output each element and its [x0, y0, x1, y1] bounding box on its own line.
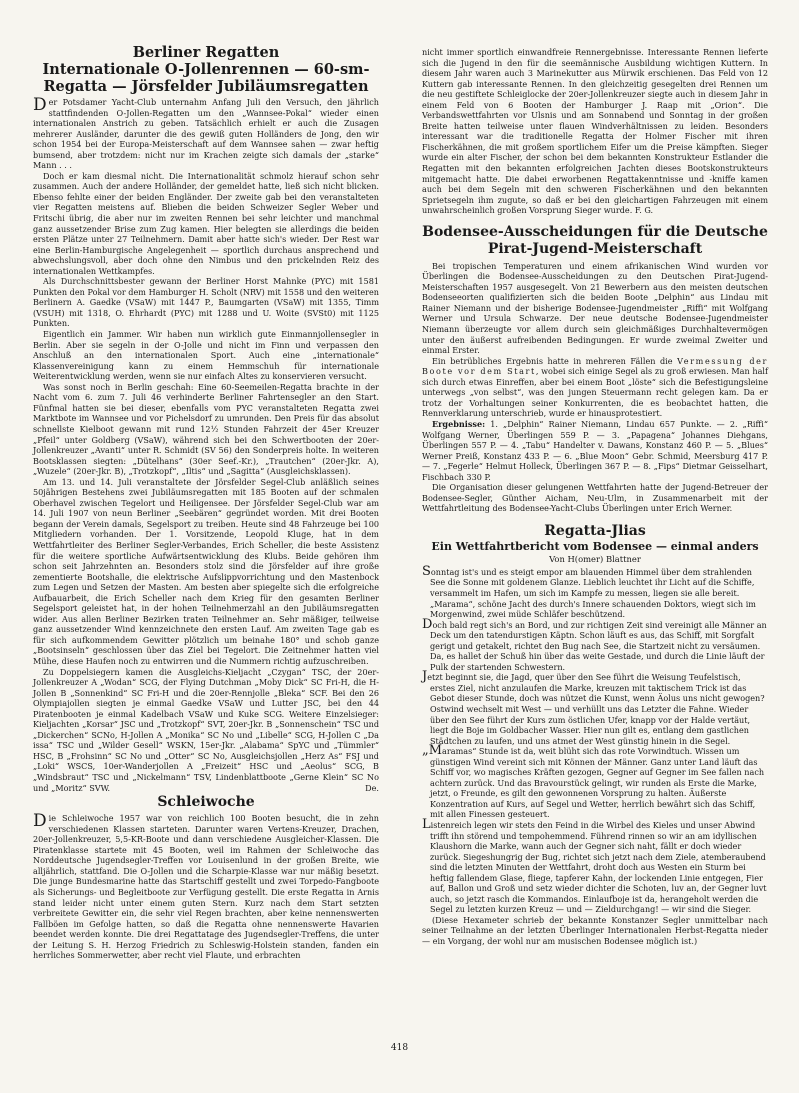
page-number: 418	[390, 1043, 409, 1053]
berlin-paragraph: Eigentlich ein Jammer. Wir haben nun wirklich gute Einmannjollensegler in Berlin. Aber sie segeln in der O-Jolle und nicht im Finn und verpassen den Anschluß an den internationalen Sport. Auch eine „internationale“ Klassenvereinigung kann zu einem Hemmschuh für internationale Weiterentwicklung werden, wenn sie nur einfach Altes zu konservieren versucht.	[33, 329, 379, 382]
stanza-initial: „M	[422, 743, 443, 759]
bodensee-paragraph: Ein betrübliches Ergebnis hatte in mehreren Fällen die Vermessung der Boote vor dem Start, wobei sich einige Segel als zu groß erwiesen. Man half sich durch etwas Einreffen, aber bei einem Boot „löste“ sich die Befestigungsleine unterwegs „von selbst“, was den jungen Steuermann recht gelegen kam. Da er trotz der Vorhaltungen seiner Konkurrenten, die es beobachtet hatten, die Rennverklarung unterschrieb, wurde er hinausprotestiert.	[422, 355, 769, 419]
schleiwoche-continued-paragraph: nicht immer sportlich einwandfreie Rennergebnisse. Interessante Rennen lieferte sich die Jugend in den für die seemännische Ausbildung wichtigen Kuttern. In diesem Jahr waren auch 3 Marinekutter aus Mürwik erschienen. Das Feld von 12 Kuttern gab interessante Rennen. In den gleichzeitig gesegelten drei Rennen um die neu gestiftete Schleiglocke der 20er-Jollenkreuzer siegte auch in diesem Jahr in einem Feld von 6 Booten der Hamburger J. Raap mit „Orion“. Die Verbandswettfahrten vor Ulsnis und am Sonnabend und Sonntag in der großen Breite hatten teilweise unter flauen Windverhältnissen zu leiden. Besonders interessant war die traditionelle Regatta der Holmer Fischer mit ihren Fischerkähnen, die mit großem sportlichem Eifer um die Preise kämpften. Sieger wurde ein alter Fischer, der schon bei dem bekannten Konstrukteur Estlander die Regatten mit den bekannten erfolgreichen Jachten dieses Bootskonstrukteurs mitgemacht hatte. Die dabei erworbenen Regattakenntnisse und -kniffe kamen auch bei dem Segeln mit den schweren Fischerkähnen und den bekannten Sprietsegeln ihm zugute, so daß er bei den gleichartigen Fahrzeugen mit einem unwahrscheinlich großen Vorsprung Sieger wurde. F. G.	[422, 47, 768, 216]
bodensee-paragraph: Bei tropischen Temperaturen und einem afrikanischen Wind wurden vor Überlingen die Bodensee-Ausscheidungen zu den Deutschen Pirat-Jugend-Meisterschaften 1957 ausgesegelt. Von 21 Bewerbern aus den meisten deutschen Bodenseeorten qualifizierten sich die beiden Boote „Delphin“ aus Lindau mit Rainer Niemann und der bisherige Bodensee-Jugendmeister „Riffi“ mit Wolfgang Werner und Ursula Schwarze. Der neue deutsche Bodensee-Jugendmeister Niemann überzeugte vor allem durch sein gleichmäßiges Durchhaltevermögen unter den äußerst aufreibenden Bedingungen. Er wurde zweimal Zweiter und einmal Erster.	[422, 260, 768, 356]
poem-stanza: Sonntag ist's und es steigt empor am blauenden Himmel über dem strahlenden See die Sonne mit goldenem Glanze. Lieblich leuchtet ihr Licht auf die Schiffe, versammelt im Hafen, um sich im Kampfe zu messen, liegen sie alle bereit. „Marama“, schöne Jacht des durch's Innere schauenden Doktors, wiegt sich im Morgenwind, zwei müde Schläfer beschützend.	[422, 563, 756, 620]
bodensee-title-line-1: Bodensee-Ausscheidungen für die Deutsche	[422, 223, 768, 240]
berlin-title-line-3: Regatta — Jörsfelder Jubiläumsregatten	[43, 78, 369, 95]
berlin-dropcap: D	[33, 95, 47, 115]
poem-stanza: Listenreich legen wir stets den Feind in die Wirbel des Kieles und unser Abwind trifft ihn störend und tempohemmend. Führend rinnen so wir an am idyllischen Klaushorn die Marke, wann auch der Gegner sich naht, fällt er doch wieder zurück. Siegeshungrig der Bug, richtet sich jetzt nach dem Ziele, atemberaubend sind die letzten Minuten der Wettfahrt, droht doch aus Westen ein Sturm bei heftig fallendem Glase, fliege, tapferer Kahn, der lockenden Linie entgegen, Fier auf, Ballon und Groß und setz wieder dichter die Schoten, luv an, der Gegner luvt auch, so jetzt rasch die Kommandos. Einlaufboje ist da, herangeholt werden die Segel zu letzten kurzen Kreuz — und — Zieldurchgang! — wir sind die Sieger.	[422, 817, 767, 915]
bodensee-paragraph: Die Organisation dieser gelungenen Wettfahrten hatte der Jugend-Betreuer der Bodensee-Segler, Günther Aicham, Neu-Ulm, in Zusammenarbeit mit der Wettfahrtleitung des Bodensee-Yacht-Clubs Überlingen unter Erich Werner.	[422, 482, 768, 514]
poem-stanza: Jetzt beginnt sie, die Jagd, quer über den See führt die Weisung Teufelstisch, erstes Ziel, nicht anzulaufen die Marke, kreuzen mit taktischem Trick ist das Gebot dieser Stunde, doch was nützet die Kunst, wenn Äolus uns nicht gewogen? Ostwind wechselt mit West — und verhüllt uns das Letzter die Fahne. Wieder über den See führt der Kurs zum östlichen Ufer, knapp vor der Halde vertäut, liegt die Boje im Goldbacher Wasser. Hier nun gilt es, entlang dem gastlichen Städtchen zu laufen, und uns atmet der West günstig hinein in die Segel.	[422, 669, 765, 746]
stanza-initial: L	[422, 817, 431, 832]
poem-stanza: Doch bald regt sich's an Bord, und zur richtigen Zeit sind vereinigt alle Männer an Deck um den tatendurstigen Käptn. Schon läuft es aus, das Schiff, mit Sorgfalt gerigt und getakelt, richtet den Bug nach See, die Startzeit nicht zu versäumen. Da, es hallet der Schuß hin über das weite Gestade, und durch die Linie läuft der Pulk der startenden Schwestern.	[422, 616, 767, 672]
bodensee-title-line-2: Pirat-Jugend-Meisterschaft	[487, 240, 703, 257]
berlin-paragraph: Am 13. und 14. Juli veranstaltete der Jörsfelder Segel-Club anläßlich seines 50jährigen Bestehens zwei Jubiläumsregatten mit 185 Booten auf der schmalen Oberhavel zwischen Tegelort und Heiligensee. Der Jörsfelder Segel-Club war am 14. Juli 1907 von neun Berliner „Seebären“ gegründet worden. Mit drei Booten begann der Verein damals, Segelsport zu treiben. Heute sind 48 Fahrzeuge bei 100 Mitgliedern vorhanden. Der 1. Vorsitzende, Leopold Kluge, hat in dem Wettfahrtleiter des Berliner Segler-Verbandes, Erich Scheller, die beste Assistenz für die weitere sportliche Aufwärtsentwicklung des Klubs. Beide gehören ihm schon seit Jahrzehnten an. Besonders stolz sind die Jörsfelder auf ihre große zementierte Bootshalle, die elektrische Aufslippvorrichtung und den Mastenbock zum Legen und Setzen der Masten. Am besten aber spiegelte sich die erfolgreiche Aufbauarbeit, die Erich Scheller nach dem Krieg für den gesamten Berliner Segelsport geleistet hat, in der hohen Teilnehmerzahl an den Jubiläumsregatten wider. Aus allen Berliner Bezirken traten Teilnehmer an. Sehr mäßiger, teilweise ganz aussetzender Wind kennzeichnete den ersten Lauf. Am zweiten Tage gab es für sich aufkommendem Gewitter plötzlich um beinahe 180° und schob ganze „Bootsinseln“ geschlossen über das Ziel bei Tegelort. Die Zeitnehmer hatten viel Mühe, diese Haufen noch zu entwirren und die Nummern richtig aufzuschreiben.	[33, 476, 379, 666]
bodensee-results: Ergebnisse: 1. „Delphin“ Rainer Niemann, Lindau 657 Punkte. — 2. „Riffi“ Wolfgang Werner, Überlingen 559 P. — 3. „Papagena“ Johannes Diehgans, Überlingen 557 P. — 4. „Tabu“ Handelter v. Dawans, Konstanz 460 P. — 5. „Blues“ Werner Preiß, Konstanz 433 P. — 6. „Blue Moon“ Gebr. Schmid, Meersburg 417 P. — 7. „Fegerle“ Helmut Holleck, Überlingen 367 P. — 8. „Fips“ Dietmar Geisselhart, Fischbach 330 P.	[422, 418, 769, 482]
schleiwoche-title: Schleiwoche	[157, 794, 255, 811]
jlias-title: Regatta-Jlias	[544, 522, 646, 539]
berlin-signature: De.	[365, 782, 379, 793]
stanza-initial: J	[422, 669, 428, 685]
results-label: Ergebnisse:	[432, 418, 486, 429]
berlin-title-line-2: Internationale O-Jollenrennen — 60-sm-	[42, 61, 370, 78]
berlin-paragraph: Der Potsdamer Yacht-Club unternahm Anfang Juli den Versuch, den jährlich stattfindenden O-Jollen-Regatten um den „Wannsee-Pokal“ wieder einen internationalen Anstrich zu geben. Tatsächlich erhielt er auch die Zusagen mehrerer Ausländer, darunter die des gewiß guten Holländers de Jong, den wir schon 1954 bei der Europa-Meisterschaft auf dem Wannsee sahen — zwar heftig bumsend, aber trotzdem: nicht nur im Krachen zeigte sich damals der „starke“ Mann . . .	[33, 95, 379, 171]
jlias-byline: Von H(omer) Blattner	[549, 553, 641, 564]
left-column	[33, 44, 379, 961]
berlin-paragraph: Zu Doppelsiegern kamen die Ausgleichs-Kieljacht „Czygan“ TSC, der 20er-Jollenkreuzer A „Wodan“ SCG, der Flying Dutchman „Moby Dick“ SC Fri-H, die H-Jollen B „Sonnenkind“ SC Fri-H und die 20er-Rennjolle „Bleka“ SCF. Bei den 26 Olympiajollen siegten je einmal Gaedke VSaW und Lutter JSC, bei den 44 Piratenbooten je einmal Kadelbach VSaW und Kuke SCG. Weitere Einzelsieger: Kieljachten „Korsar“ JSC und „Trotzkopf“ SVT, 20er-Jkr. B „Sonnenschein“ TSC und „Dickerchen“ SCNo, H-Jollen A „Monika“ SC No und „Libelle“ SCG, H-Jollen C „Da issa“ TSC und „Wilder Gesell“ WSKN, 15er-Jkr. „Alabama“ SpYC und „Tümmler“ HSC, B „Frohsinn“ SC No und „Otter“ SC No, Ausgleichsjollen „Herz As“ FSJ und „Loki“ WSCS, 10er-Wanderjollen A „Freizeit“ HSC und „Aeolus“ SCG, B „Windsbraut“ TSC und „Nickelmann“ TSV, Lindenblattboote „Gerne Klein“ SC No und „Moritz“ SVW.	[33, 666, 379, 793]
schleiwoche-dropcap: D	[33, 811, 47, 832]
berlin-paragraph: Was sonst noch in Berlin geschah: Eine 60-Seemeilen-Regatta brachte in der Nacht vom 6. zum 7. Juli 46 verhinderte Berliner Fahrtensegler an den Start. Fünfmal hatten sie bei dieser, ebenfalls vom PYC veranstalteten Regatta zwei Marktbote im Wannsee und vor Pichelsdorf zu umrunden. Den Preis für das absolut schnellste Kielboot gewann mit rund 12½ Stunden Fahrzeit der 45er Kreuzer „Pfeil“ unter Goldberg (VSaW), während sich bei den Schwertbooten der 20er-Jollenkreuzer „Avanti“ unter R. Schmidt (SV 56) den Sonderpreis holte. In weiteren Bootsklassen siegten: „Dütelhans“ (30er Seef.-Kr.), „Trautchen“ (20er-Jkr. A), „Wuzele“ (20er-Jkr. B), „Trotzkopf“, „Iltis“ und „Sagitta“ (Ausgleichsklassen).	[33, 381, 379, 477]
berlin-title-line-1: Berliner Regatten	[132, 44, 280, 61]
jlias-subtitle: Ein Wettfahrtbericht vom Bodensee — einmal anders	[431, 539, 759, 553]
stanza-initial: S	[422, 563, 431, 579]
berlin-paragraph: Doch er kam diesmal nicht. Die Internationalität schmolz hierauf schon sehr zusammen. Auch der andere Holländer, der gemeldet hatte, ließ sich nicht blicken. Ebenso fehlte einer der beiden Engländer. Der zweite gab bei den veranstalteten vier Regatten meistens auf. Blieben die beiden Schweizer Segler Weber und Fritschi übrig, die aber nur im zweiten Rennen bei sehr leichter und manchmal ganz aussetzender Brise zum Zug kamen. Hier belegten sie allerdings die beiden ersten Plätze unter 27 Teilnehmern. Damit aber hatte sich's wieder. Der Rest war eine Berlin-Hamburgische Angelegenheit — sportlich durchaus ansprechend und abwechslungsvoll, aber doch ohne den Nimbus und den prickelnden Reiz des internationalen Wettkampfes.	[33, 170, 379, 276]
poem-stanza: „Maramas“ Stunde ist da, weit blüht sich das rote Vorwindtuch. Wissen um günstigen Wind vereint sich mit Können der Männer. Ganz unter Land läuft das Schiff vor, wo magisches Kräften gezogen, Gegner auf Gegner im See fallen nach achtern zurück. Und das Bravourstück gelingt, wir runden als Erste die Marke, jetzt, o Freunde, es gilt den gewonnenen Vorsprung zu halten. Äußerste Konzentration auf Kurs, auf Segel und Wetter, herrlich bewährt sich das Schiff, mit allen Finessen gesteuert.	[422, 743, 765, 820]
jlias-poem	[422, 563, 768, 915]
stanza-initial: D	[422, 616, 433, 632]
right-column	[422, 47, 768, 947]
spaced-emphasis: Vermessung der Boote vor dem Start	[422, 355, 769, 377]
schleiwoche-paragraph: Die Schleiwoche 1957 war von reichlich 100 Booten besucht, die in zehn verschiedenen Klassen starteten. Darunter waren Vertens-Kreuzer, Drachen, 20er-Jollenkreuzer, 5,5-KR-Boote und dann verschiedene Ausgleicher-Klassen. Die Piratenklasse startete mit 45 Booten, weil im Rahmen der Schleiwoche das Norddeutsche Jugendsegler-Treffen vor Louisenlund in der großen Breite, wie alljährlich, stattfand. Die O-Jollen und die Scharpie-Klasse war nur mäßig besetzt. Die junge Bundesmarine hatte das Startschiff gestellt und zwei Torpedo-Fangboote als Sicherungs- und Begleitboote zur Verfügung gestellt. Die erste Regatta in Arnis stand leider nicht unter einem guten Stern. Kurz nach dem Start setzten verbreitete Gewitter ein, die sehr viel Regen brachten, aber keine nennenswerten Fallböen im Gefolge hatten, so daß die Regatta ohne nennenswerte Havarien beendet werden konnte. Die drei Regattatage des Jugendsegler-Treffens, die unter der Leitung S. H. Herzog Friedrich zu Schleswig-Holstein standen, fanden ein herrliches Sommerwetter, aber recht viel Flaute, und erbrachten	[33, 811, 379, 961]
berlin-paragraph: Als Durchschnittsbester gewann der Berliner Horst Mahnke (PYC) mit 1581 Punkten den Pokal vor dem Hamburger H. Scholt (NRV) mit 1558 und den weiteren Berlinern A. Gaedke (VSaW) mit 1447 P., Baumgarten (VSaW) mit 1355, Timm (VSUH) mit 1318, O. Ehrhardt (PYC) mit 1288 und U. Woite (SVSt0) mit 1125 Punkten.	[33, 276, 379, 329]
jlias-note: (Diese Hexameter schrieb der bekannte Konstanzer Segler unmittelbar nach seiner Teilnahme an der letzten Überlinger Internationalen Herbst-Regatta nieder — ein Vorgang, der wohl nur am musischen Bodensee möglich ist.)	[422, 914, 768, 947]
